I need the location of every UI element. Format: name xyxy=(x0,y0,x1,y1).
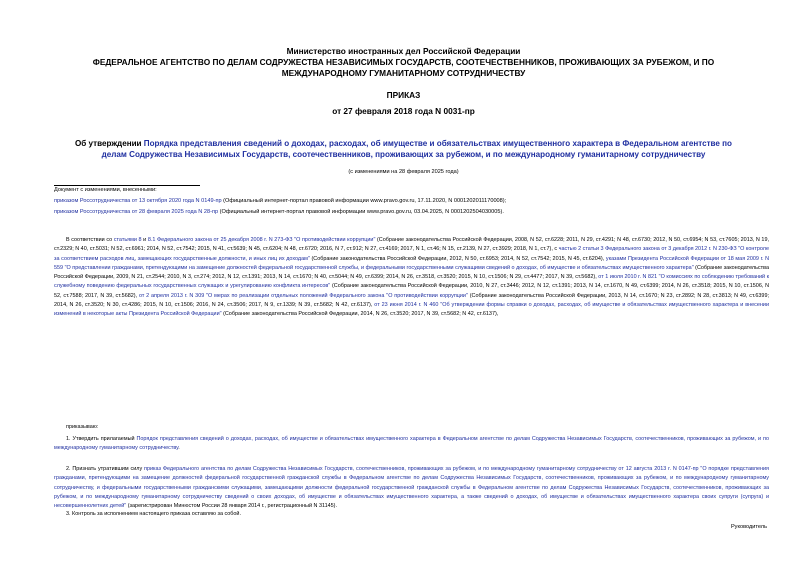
item-2-paragraph xyxy=(54,465,769,511)
procedure-link[interactable]: Порядок представления сведений о доходах, расходах, об имуществе и обязательствах имущественного характера в Федеральном агентстве по делам Содружества Независимых Государств, соотечественников, проживающих за рубежом, и по международному гуманитарному сотрудничеству xyxy=(54,436,769,452)
preamble-text: (Собрание законодательства Российской Федерации, 2014, N 26, ст.3520; 2017, N 39, ст.5682; N 42, ст.6137), xyxy=(221,311,499,317)
preamble-text: (Собрание законодательства Российской Федерации, 2009, N 21, ст.2544; 2010, N 3, ст.274; 2012, N 12, ст.1391; 2013, N 14, ст.1670; N 40, ст.5044; N 49, ст.6399; 2014, N 26, ст.3518, ст.3520; 2015, N 10, ст.1506; N 29, ст.4477; 2017, N 39, ст.5682), xyxy=(54,264,769,280)
order-0147-link[interactable]: приказ Федерального агентства по делам Содружества Независимых Государств, соотечественников, проживающих за рубежом, и по международному гуманитарному сотрудничеству от 12 августа 2013 г. N 0147-пр "О порядке представления гражданами, претендующими на замещение должностей федеральной государственной гражданской службы в Федеральном агентстве по делам Содружества Независимых Государств, соотечественников, проживающих за рубежом, и по международному гуманитарному сотрудничеству, и федеральными государственными гражданскими служащими, замещающими должности федеральной государственной гражданской службы в Федеральном агентстве по делам Содружества Независимых Государств, соотечественников, проживающих за рубежом, и по международному гуманитарному сотрудничеству сведений о своих доходах, об имуществе и обязательствах имущественного характера, а также сведений о доходах, об имуществе и обязательствах имущественного характера своих супруги (супруга) и несовершеннолетних детей" xyxy=(54,466,769,509)
title-procedure-link-cont[interactable]: делам Содружества Независимых Государств, соотечественников, проживающих за рубежом, и по международному гуманитарному сотрудничеству xyxy=(101,150,706,159)
agency-name-line1: ФЕДЕРАЛЬНОЕ АГЕНТСТВО ПО ДЕЛАМ СОДРУЖЕСТВА НЕЗАВИСИМЫХ ГОСУДАРСТВ, СООТЕЧЕСТВЕННИКОВ, ПРОЖИВАЮЩИХ ЗА РУБЕЖОМ, И ПО xyxy=(92,57,715,67)
item-1-paragraph xyxy=(54,435,769,454)
title-prefix: Об утверждении xyxy=(75,139,144,148)
order-word: приказываю: xyxy=(66,424,99,430)
title-procedure-link[interactable]: Порядка представления сведений о доходах, расходах, об имуществе и обязательствах имущественного характера в Федеральном агентстве по xyxy=(143,139,732,148)
item-3-paragraph: 3. Контроль за исполнением настоящего приказа оставляю за собой. xyxy=(66,511,241,517)
decree-559-link[interactable]: указами Президента Российской Федерации от 18 мая 2009 г. N 559 "О представлении гражданами, претендующими на замещение должностей федеральной государственной службы, и федеральными государственными служащими сведений о доходах, об имуществе и обязательствах имущественного характера" xyxy=(54,255,769,271)
preamble-paragraph xyxy=(54,236,769,319)
agency-name-line2: МЕЖДУНАРОДНОМУ ГУМАНИТАРНОМУ СОТРУДНИЧЕСТВУ xyxy=(281,68,526,78)
document-title-line2 xyxy=(30,149,777,160)
change-item-2-link[interactable]: приказом Россотрудничества от 28 февраля 2025 года N 28-пр xyxy=(54,209,219,215)
item-1-text: 1. Утвердить прилагаемый xyxy=(66,436,137,442)
preamble-text: и xyxy=(141,237,148,243)
decree-309-link[interactable]: от 2 апреля 2013 г. N 309 "О мерах по реализации отдельных положений Федерального закона "О противодействии коррупции" xyxy=(138,292,468,299)
ministry-name: Министерство иностранных дел Российской Федерации xyxy=(286,46,521,56)
revision-note: (с изменениями на 28 февраля 2025 года) xyxy=(348,169,459,175)
decree-821-link[interactable]: от 1 июля 2010 г. N 821 "О комиссиях по соблюдению требований к служебному поведению федеральных государственных служащих и урегулированию конфликта интересов" xyxy=(54,274,770,290)
law-273-fz-link[interactable]: 8.1 Федерального закона от 25 декабря 2008 г. N 273-ФЗ "О противодействии коррупции" xyxy=(147,237,376,243)
decree-460-link[interactable]: от 23 июня 2014 г. N 460 "Об утверждении формы справки о доходах, расходах, об имуществе и обязательствах имущественного характера и внесении изменений в некоторые акты Президента Российской Федерации" xyxy=(54,301,769,317)
change-item-1-link[interactable]: приказом Россотрудничества от 13 октября 2020 года N 0149-пр xyxy=(54,198,222,204)
preamble-text: В соответствии со xyxy=(66,237,114,243)
item-1-text: . xyxy=(178,445,180,452)
preamble-text: (Собрание законодательства Российской Федерации, 2008, N 52, ст.6228; 2011, N 29, ст.4291; N 48, ст.6730; 2012, N 50, ст.6954; N 53, ст.7605; 2013, N 19, ст.2329; N 40, ст.5031; N 52, ст.6961; 2014, N 52, ст.7542; 2015, N 41, ст.5639; N 45, ст.6204; N 48, ст.6720; 2016, N 7, ст.912; N 27, ст.4169; 2017, N 1, ст.46; N 15, ст.2139, N 27, ст.3929; 2018, N 1, ст.7), с xyxy=(54,237,769,253)
change-item-1 xyxy=(54,197,769,205)
document-type: ПРИКАЗ xyxy=(386,90,421,100)
change-item-2-source: (Официальный интернет-портал правовой информации www.pravo.gov.ru, 03.04.2025, N 0001202504030005). xyxy=(218,209,504,215)
law-230-fz-link[interactable]: частью 2 статьи 3 Федерального закона от 3 декабря 2012 г. N 230-ФЗ "О контроле за соответствием расходов лиц, замещающих государственные должности, и иных лиц их доходам" xyxy=(54,246,769,262)
item-2-text: (зарегистрирован Минюстом России 28 января 2014 г., регистрационный N 31145). xyxy=(126,503,337,509)
change-item-2 xyxy=(54,208,769,216)
document-title-line1 xyxy=(30,138,777,149)
document-date: от 27 февраля 2018 года N 0031-пр xyxy=(332,106,475,116)
preamble-text: (Собрание законодательства Российской Федерации, 2012, N 50, ст.6953; 2014, N 52, ст.7542; 2015, N 45, ст.6204), xyxy=(309,255,606,262)
preamble-text: (Собрание законодательства Российской Федерации, 2010, N 27, ст.3446; 2012, N 12, ст.1391; 2013, N 14, ст.1670, N 49, ст.6399; 2014, N 26, ст.3518; 2015, N 10, ст.1506, N 52, ст.7588; 2017, N 39, ст.5682), xyxy=(54,283,769,299)
law-article-8-link[interactable]: статьями 8 xyxy=(113,237,142,243)
change-item-1-source: (Официальный интернет-портал правовой информации www.pravo.gov.ru, 17.11.2020, N 0001202011170008); xyxy=(221,198,507,204)
preamble-text: (Собрание законодательства Российской Федерации, 2013, N 14, ст.1670; N 23, ст.2892; N 28, ст.3813; N 49, ст.6399; 2014, N 26, ст.3520; N 30, ст.4286; 2015, N 10, ст.1506; 2016, N 24, ст.3506; 2017, N 9, ст.1339; N 39, ст.5682; N 42, ст.6137), xyxy=(54,292,769,308)
changes-heading: Документ с изменениями, внесенными: xyxy=(54,187,157,193)
signature-title: Руководитель xyxy=(730,524,767,530)
item-2-text: 2. Признать утратившим силу xyxy=(66,466,145,472)
